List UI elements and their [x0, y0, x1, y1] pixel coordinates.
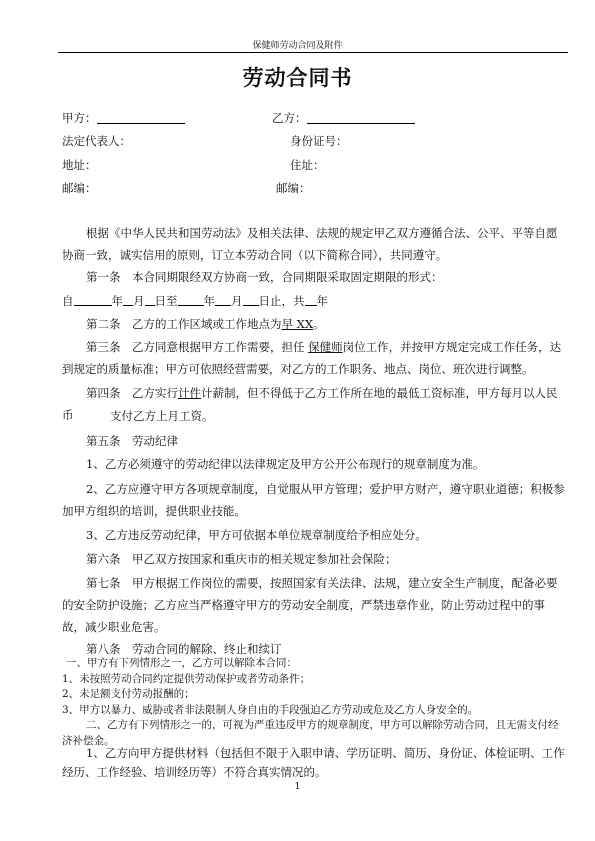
document-title: 劳动合同书 — [242, 66, 353, 90]
party-b-blank — [307, 112, 415, 124]
article-8-title: 第八条 劳动合同的解除、终止和续订 — [86, 642, 282, 656]
job-position: 保健师 — [308, 340, 343, 354]
article-8-item-1: 1、未按照劳动合同约定提供劳动保护或者劳动条件； — [62, 673, 311, 685]
party-a-field — [62, 110, 185, 126]
article-6: 第六条 甲乙双方按国家和重庆市的相关规定参加社会保险； — [86, 552, 397, 566]
article-1: 第一条 本合同期限经双方协商一致，合同期限采取固定期限的形式： — [86, 270, 443, 284]
article-8-item-2: 2、未足额支付劳动报酬的； — [62, 688, 195, 700]
header-rule — [58, 52, 568, 53]
article-5-item-1: 1、乙方必须遵守的劳动纪律以法律规定及甲方公开公布现行的规章制度为准。 — [86, 457, 485, 471]
postcode-a-label: 邮编： — [62, 181, 97, 195]
article-4: 第四条 乙方实行计件计薪制，但不得低于乙方工作所在地的最低工资标准，甲方每月以人民币 — [62, 386, 558, 422]
start-day-blank — [145, 294, 155, 306]
article-8-section-2-item-1: 1、乙方向甲方提供材料（包括但不限于入职申请、学历证明、简历、身份证、体检证明、工作经历、工作经验、培训经历等）不符合真实情况的。 — [62, 746, 565, 779]
article-2: 第二条 乙方的工作区域或工作地点为早 XX。 — [86, 317, 325, 331]
article-5-title: 第五条 劳动纪律 — [86, 434, 178, 448]
start-year-blank — [74, 294, 112, 306]
end-month-blank — [215, 294, 231, 306]
party-a-blank — [97, 112, 185, 124]
total-years-blank — [305, 294, 317, 306]
article-8-item-3: 3、甲方以暴力、威胁或者非法限制人身自由的手段强迫乙方劳动或危及乙方人身安全的。 — [62, 704, 479, 716]
article-5-item-3: 3、乙方违反劳动纪律，甲方可依据本单位规章制度给予相应处分。 — [86, 528, 427, 542]
end-year-blank — [178, 294, 204, 306]
address-a-label: 地址： — [62, 158, 97, 172]
contract-term-line: 自 年 月 日至 年 月 日止，共 年 — [62, 294, 328, 308]
running-header: 保健师劳动合同及附件 — [252, 41, 343, 51]
work-place: 早 XX — [281, 317, 314, 331]
pay-type: 计件 — [178, 386, 201, 400]
article-8-section-1: 一、甲方有下列情形之一，乙方可以解除本合同： — [66, 657, 297, 669]
party-b-field — [272, 110, 415, 126]
id-number-label: 身份证号： — [290, 134, 348, 148]
party-a-label: 甲方： — [62, 111, 97, 125]
end-day-blank — [243, 294, 259, 306]
address-b-label: 住址： — [290, 158, 325, 172]
article-8-section-2: 二、乙方有下列情形之一的，可视为严重违反甲方的规章制度，甲方可以解除劳动合同，且无需支付经济补偿金。 — [62, 719, 559, 747]
article-5-item-2: 2、乙方应遵守甲方各项规章制度，自觉服从甲方管理；爱护甲方财产，遵守职业道德；积极参加甲方组织的培训，提供职业技能。 — [62, 482, 565, 518]
start-month-blank — [123, 294, 133, 306]
article-3: 第三条 乙方同意根据甲方工作需要，担任 保健师岗位工作，并按甲方规定完成工作任务，达到规定的质量标准；甲方可依照经营需要，对乙方的工作职务、地点、岗位、班次进行调整。 — [62, 340, 562, 376]
page-number: 1 — [294, 782, 301, 792]
party-b-label: 乙方： — [272, 111, 307, 125]
article-7: 第七条 甲方根据工作岗位的需要，按照国家有关法律、法规，建立安全生产制度，配备必要的安全防护设施；乙方应当严格遵守甲方的劳动安全制度，严禁违章作业，防止劳动过程中的事故，减少职业危害。 — [62, 576, 558, 634]
preamble: 根据《中华人民共和国劳动法》及相关法律、法规的规定甲乙双方遵循合法、公平、平等自愿协商一致，诚实信用的原则，订立本劳动合同（以下简称合同），共同遵守。 — [62, 226, 558, 262]
postcode-b-label: 邮编： — [276, 181, 311, 195]
legal-rep-label: 法定代表人： — [62, 134, 131, 148]
article-4-line2: 支付乙方上月工资。 — [110, 409, 214, 423]
